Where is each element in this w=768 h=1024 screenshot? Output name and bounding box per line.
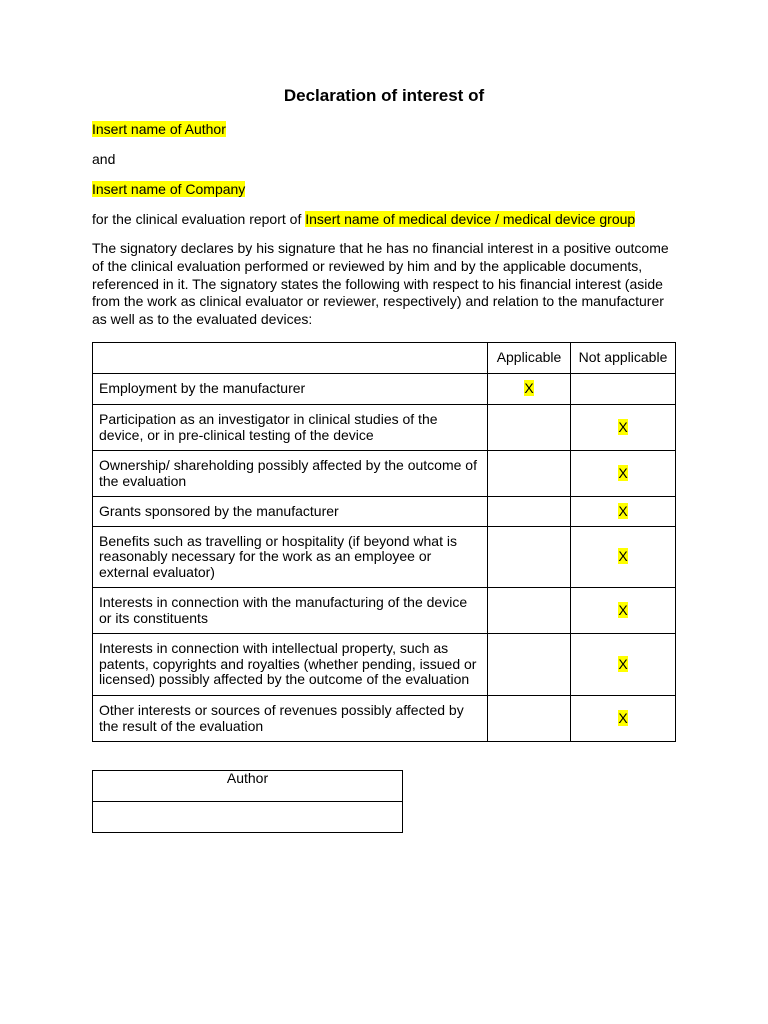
row-item-label: Other interests or sources of revenues possibly affected by the result of the evaluation [93, 696, 488, 742]
table-row [93, 451, 676, 497]
applicable-cell[interactable] [488, 451, 571, 497]
document-title: Declaration of interest of [283, 86, 485, 105]
not-applicable-cell[interactable] [571, 405, 676, 451]
declaration-table [92, 342, 676, 742]
not-applicable-mark: X [618, 709, 628, 726]
table-row [93, 634, 676, 696]
not-applicable-mark: X [618, 548, 628, 565]
author-name-placeholder[interactable]: Insert name of Author [92, 121, 226, 137]
device-name-placeholder[interactable]: Insert name of medical device / medical device group [305, 211, 636, 227]
signature-row [93, 802, 403, 833]
signature-header-row [93, 771, 403, 802]
applicable-cell[interactable] [488, 497, 571, 527]
signature-table [92, 770, 403, 833]
header-applicable: Applicable [488, 343, 571, 374]
table-row [93, 374, 676, 405]
not-applicable-cell[interactable] [571, 497, 676, 527]
applicable-cell[interactable] [488, 634, 571, 696]
and-text: and [92, 151, 116, 167]
table-row [93, 497, 676, 527]
header-item [93, 343, 488, 374]
not-applicable-mark: X [618, 655, 628, 672]
not-applicable-mark: X [618, 601, 628, 618]
applicable-cell[interactable] [488, 696, 571, 742]
signature-header: Author [93, 771, 403, 802]
report-line [92, 211, 635, 228]
row-item-label: Grants sponsored by the manufacturer [93, 497, 488, 527]
row-item-label: Benefits such as travelling or hospitality (if beyond what is reasonably necessary for the work as an employee or external evaluator) [93, 527, 488, 588]
table-row [93, 696, 676, 742]
not-applicable-cell[interactable] [571, 696, 676, 742]
company-name-placeholder[interactable]: Insert name of Company [92, 181, 246, 197]
report-prefix: for the clinical evaluation report of [92, 211, 302, 227]
table-row [93, 405, 676, 451]
row-item-label: Interests in connection with intellectual property, such as patents, copyrights and royalties (whether pending, issued or licensed) possibly affected by the outcome of the evaluation [93, 634, 488, 696]
applicable-cell[interactable] [488, 527, 571, 588]
signature-field[interactable] [93, 802, 403, 833]
signatory-statement: The signatory declares by his signature that he has no financial interest in a positive outcome of the clinical evaluation performed or reviewed by him and by the applicable documents, referenced in it. The signatory states the following with respect to his financial interest (aside from the work as clinical evaluator or reviewer, respectively) and relation to the manufacturer as well as to the evaluated devices: [92, 240, 669, 328]
row-item-label: Ownership/ shareholding possibly affected by the outcome of the evaluation [93, 451, 488, 497]
header-not-applicable: Not applicable [571, 343, 676, 374]
not-applicable-mark: X [618, 418, 628, 435]
applicable-cell[interactable] [488, 374, 571, 405]
table-row [93, 588, 676, 634]
not-applicable-cell[interactable] [571, 451, 676, 497]
row-item-label: Employment by the manufacturer [93, 374, 488, 405]
author-line [92, 121, 226, 138]
row-item-label: Participation as an investigator in clinical studies of the device, or in pre-clinical testing of the device [93, 405, 488, 451]
not-applicable-mark: X [618, 464, 628, 481]
not-applicable-cell[interactable] [571, 588, 676, 634]
company-line [92, 181, 245, 198]
row-item-label: Interests in connection with the manufacturing of the device or its constituents [93, 588, 488, 634]
not-applicable-cell[interactable] [571, 634, 676, 696]
table-header-row [93, 343, 676, 374]
not-applicable-mark: X [618, 502, 628, 519]
table-row [93, 527, 676, 588]
applicable-cell[interactable] [488, 588, 571, 634]
applicable-mark: X [524, 380, 534, 397]
not-applicable-cell[interactable] [571, 527, 676, 588]
applicable-cell[interactable] [488, 405, 571, 451]
not-applicable-cell[interactable] [571, 374, 676, 405]
